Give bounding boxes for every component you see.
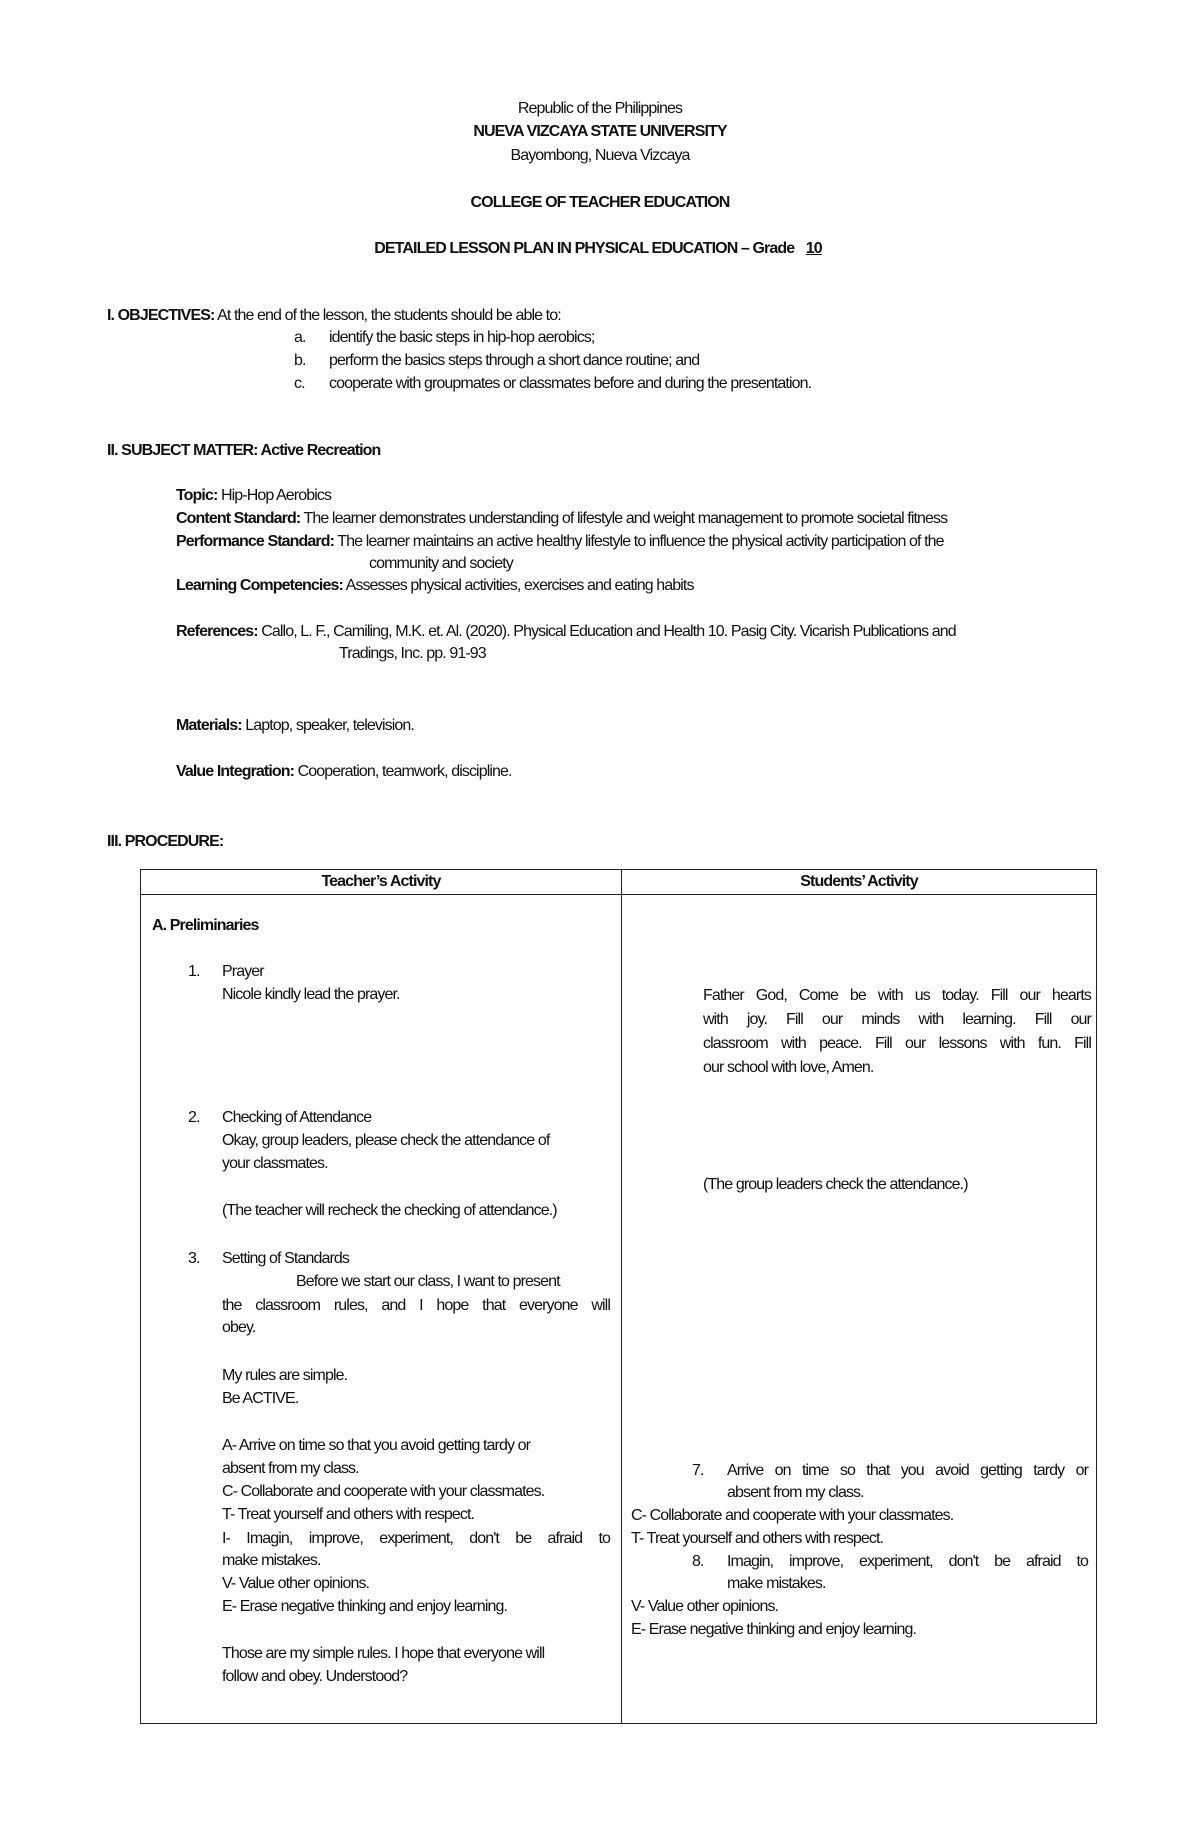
objective-item — [294, 350, 306, 372]
list-marker: c. — [294, 375, 305, 392]
closing-text-cont: follow and obey. Understood? — [222, 1668, 408, 1685]
values-line — [176, 761, 512, 783]
topic-label: Topic: — [176, 487, 218, 504]
grade-value: 10 — [805, 240, 822, 257]
teacher-column-header: Teacher’s Activity — [141, 870, 622, 895]
teacher-activity-cell — [141, 895, 622, 1724]
student-rule-i — [727, 1551, 1088, 1573]
objective-item — [294, 373, 305, 395]
performance-standard-label: Performance Standard: — [176, 533, 335, 550]
values-value: Cooperation, teamwork, discipline. — [294, 763, 512, 780]
references-value: Callo, L. F., Camiling, M.K. et. Al. (2020). Physical Education and Health 10. Pasig City. Vicarish Publications and — [257, 623, 956, 640]
prayer-line: with joy. Fill our minds with learning. Fill our — [703, 1011, 1091, 1028]
list-number: 7. — [692, 1462, 704, 1479]
list-number: 8. — [692, 1553, 704, 1570]
prayer-line: our school with love, Amen. — [703, 1059, 874, 1076]
competencies-label: Learning Competencies: — [176, 577, 343, 594]
content-standard-label: Content Standard: — [176, 510, 301, 527]
student-rule-a — [727, 1460, 1088, 1482]
rule-a: A- Arrive on time so that you avoid getting tardy or — [222, 1437, 531, 1454]
standards-text: Before we start our class, I want to present — [296, 1273, 560, 1290]
student-rule-e: E- Erase negative thinking and enjoy learning. — [631, 1621, 917, 1638]
rule-t: T- Treat yourself and others with respect. — [222, 1506, 475, 1523]
rule-i-cont: make mistakes. — [222, 1552, 321, 1569]
references-line — [176, 621, 956, 643]
prayer-line: classroom with peace. Fill our lessons with fun. Fill — [703, 1035, 1091, 1052]
university-location: Bayombong, Nueva Vizcaya — [510, 147, 690, 164]
rules-intro: My rules are simple. — [222, 1367, 348, 1384]
college-name: COLLEGE OF TEACHER EDUCATION — [470, 194, 730, 211]
topic-line — [176, 485, 331, 507]
values-label: Value Integration: — [176, 763, 295, 780]
references-cont: Tradings, Inc. pp. 91-93 — [339, 645, 486, 662]
attendance-title: Checking of Attendance — [222, 1109, 372, 1126]
standards-text-end: obey. — [222, 1319, 256, 1336]
materials-value: Laptop, speaker, television. — [241, 717, 414, 734]
rule-e: E- Erase negative thinking and enjoy learning. — [222, 1598, 508, 1615]
performance-standard-cont: community and society — [369, 555, 513, 572]
materials-label: Materials: — [176, 717, 242, 734]
standards-line: the classroom rules, and I hope that everyone will — [222, 1297, 610, 1314]
performance-standard-line — [176, 531, 944, 553]
rule-i — [222, 1527, 610, 1551]
list-marker: b. — [294, 352, 306, 369]
student-rule-a-cont: absent from my class. — [727, 1484, 864, 1501]
attendance-instruction-cont: your classmates. — [222, 1155, 328, 1172]
closing-text: Those are my simple rules. I hope that everyone will — [222, 1645, 545, 1662]
objective-text: identify the basic steps in hip-hop aerobics; — [329, 329, 595, 346]
list-number: 1. — [188, 963, 200, 980]
prayer-instruction: Nicole kindly lead the prayer. — [222, 986, 400, 1003]
table-row — [141, 895, 1097, 1724]
content-standard-value: The learner demonstrates understanding of lifestyle and weight management to promote societal fitness — [300, 510, 948, 527]
list-marker: a. — [294, 329, 306, 346]
plan-title — [0, 237, 1200, 260]
standards-title: Setting of Standards — [222, 1250, 349, 1267]
student-attendance: (The group leaders check the attendance.) — [703, 1176, 968, 1193]
content-standard-line — [176, 508, 947, 530]
rule-line: Arrive on time so that you avoid getting tardy or — [727, 1462, 1088, 1479]
standards-text-cont — [222, 1294, 610, 1318]
rules-acronym: Be ACTIVE. — [222, 1390, 299, 1407]
plan-title-text: DETAILED LESSON PLAN IN PHYSICAL EDUCATION – Grade — [374, 240, 798, 257]
table-header-row — [141, 870, 1097, 895]
prayer-line: Father God, Come be with us today. Fill our hearts — [703, 987, 1091, 1004]
rule-line: Imagin, improve, experiment, don't be afraid to — [727, 1553, 1088, 1570]
attendance-note: (The teacher will recheck the checking of attendance.) — [222, 1202, 557, 1219]
student-rule-i-cont: make mistakes. — [727, 1575, 826, 1592]
competencies-line — [176, 575, 694, 597]
subject-matter-heading: II. SUBJECT MATTER: Active Recreation — [107, 442, 381, 459]
list-number: 2. — [188, 1109, 200, 1126]
objective-item — [294, 327, 306, 349]
student-activity-cell — [622, 895, 1097, 1724]
student-rule-t: T- Treat yourself and others with respect. — [631, 1530, 884, 1547]
objective-text: cooperate with groupmates or classmates before and during the presentation. — [329, 375, 812, 392]
list-number: 3. — [188, 1250, 200, 1267]
university-name: NUEVA VIZCAYA STATE UNIVERSITY — [473, 123, 727, 140]
objectives-label: I. OBJECTIVES: — [107, 307, 215, 324]
prayer-title: Prayer — [222, 963, 264, 980]
objective-text: perform the basics steps through a short dance routine; and — [329, 352, 700, 369]
republic-line: Republic of the Philippines — [517, 100, 683, 117]
procedure-heading: III. PROCEDURE: — [107, 833, 224, 850]
objectives-heading — [107, 305, 561, 327]
attendance-instruction: Okay, group leaders, please check the attendance of — [222, 1132, 550, 1149]
objectives-intro: At the end of the lesson, the students should be able to: — [214, 307, 561, 324]
materials-line — [176, 715, 414, 737]
rule-c: C- Collaborate and cooperate with your classmates. — [222, 1483, 545, 1500]
student-rule-v: V- Value other opinions. — [631, 1598, 779, 1615]
performance-standard-value: The learner maintains an active healthy lifestyle to influence the physical activity participation of the — [334, 533, 944, 550]
topic-value: Hip-Hop Aerobics — [217, 487, 332, 504]
student-rule-c: C- Collaborate and cooperate with your classmates. — [631, 1507, 954, 1524]
student-prayer — [703, 984, 1091, 1080]
procedure-table — [140, 869, 1097, 1724]
references-label: References: — [176, 623, 258, 640]
competencies-value: Assesses physical activities, exercises and eating habits — [342, 577, 694, 594]
rule-a-cont: absent from my class. — [222, 1460, 359, 1477]
student-column-header: Students’ Activity — [622, 870, 1097, 895]
preliminaries-heading: A. Preliminaries — [152, 917, 259, 934]
rule-v: V- Value other opinions. — [222, 1575, 370, 1592]
rule-i-line: I- Imagin, improve, experiment, don't be afraid to — [222, 1530, 610, 1547]
